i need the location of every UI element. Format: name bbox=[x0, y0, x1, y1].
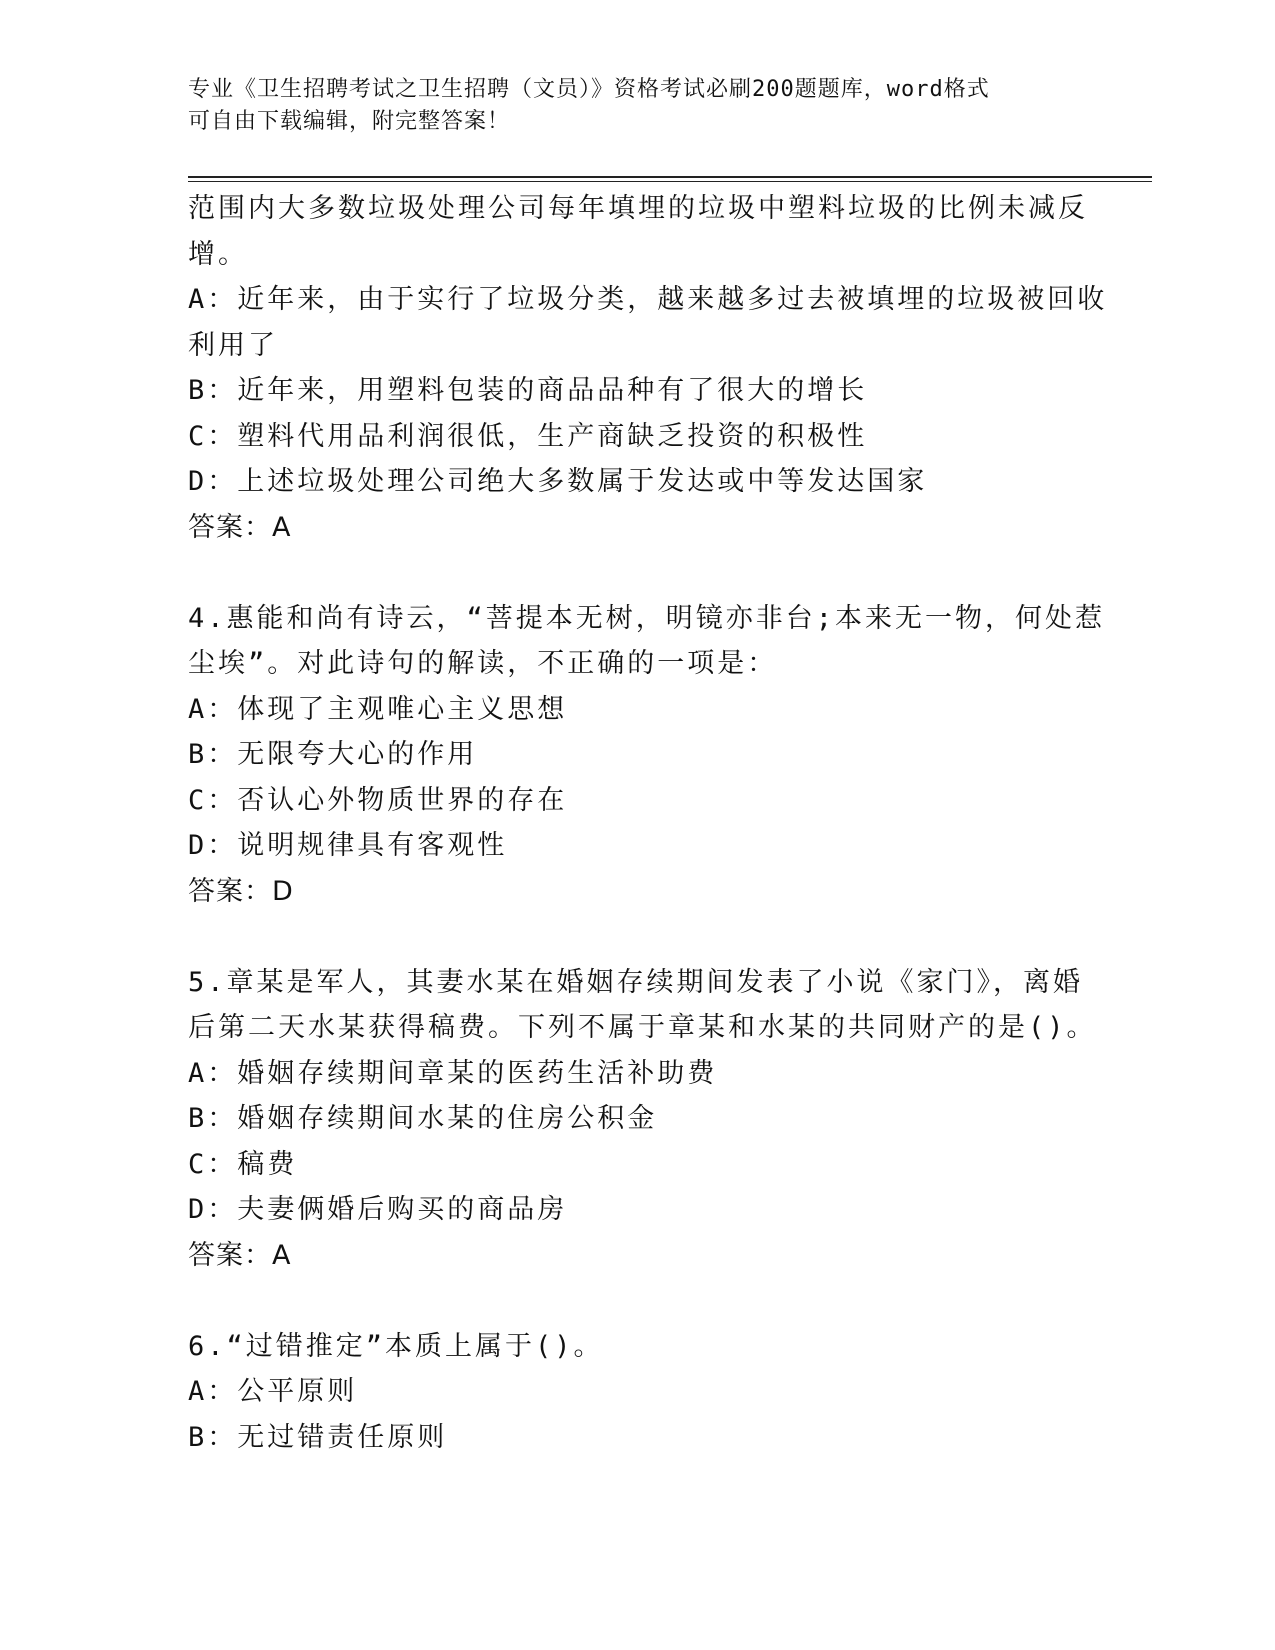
question-3-stem-line-2: 增。 bbox=[188, 238, 248, 270]
question-5-answer: 答案：A bbox=[188, 1239, 292, 1271]
question-5-stem-line-2: 后第二天水某获得稿费。下列不属于章某和水某的共同财产的是()。 bbox=[188, 1012, 1097, 1043]
question-6-block bbox=[188, 1324, 1148, 1461]
document-header bbox=[188, 74, 1088, 138]
question-3-stem-line-1: 范围内大多数垃圾处理公司每年填埋的垃圾中塑料垃圾的比例未减反 bbox=[188, 193, 1088, 224]
header-divider-thin bbox=[188, 181, 1152, 182]
header-title-line-2: 可自由下载编辑，附完整答案！ bbox=[188, 109, 511, 134]
question-5-option-d: D：夫妻俩婚后购买的商品房 bbox=[188, 1194, 568, 1225]
spacer bbox=[188, 914, 1148, 960]
question-3-option-a-line-1: A：近年来，由于实行了垃圾分类，越来越多过去被填埋的垃圾被回收 bbox=[188, 284, 1108, 315]
question-3-answer: 答案：A bbox=[188, 511, 292, 543]
question-6-stem-line-1: 6.“过错推定”本质上属于()。 bbox=[188, 1330, 604, 1362]
question-5-block bbox=[188, 960, 1148, 1279]
question-5-stem-line-1: 5.章某是军人，其妻水某在婚姻存续期间发表了小说《家门》，离婚 bbox=[188, 966, 1084, 998]
question-3-option-c: C：塑料代用品利润很低，生产商缺乏投资的积极性 bbox=[188, 420, 868, 452]
question-5-option-b: B：婚姻存续期间水某的住房公积金 bbox=[188, 1103, 658, 1134]
question-4-option-a: A：体现了主观唯心主义思想 bbox=[188, 693, 568, 725]
question-4-option-b: B：无限夸大心的作用 bbox=[188, 739, 478, 770]
question-3-block bbox=[188, 186, 1148, 550]
question-4-block bbox=[188, 596, 1148, 915]
spacer bbox=[188, 1278, 1148, 1324]
question-5-option-a: A：婚姻存续期间章某的医药生活补助费 bbox=[188, 1057, 718, 1089]
question-4-option-d: D：说明规律具有客观性 bbox=[188, 830, 508, 861]
question-3-option-b: B：近年来，用塑料包装的商品品种有了很大的增长 bbox=[188, 375, 868, 406]
header-title-line-1: 专业《卫生招聘考试之卫生招聘（文员）》资格考试必刷200题题库，word格式 bbox=[188, 77, 990, 102]
question-4-answer: 答案：D bbox=[188, 875, 294, 907]
question-5-option-c: C：稿费 bbox=[188, 1148, 298, 1180]
question-4-option-c: C：否认心外物质世界的存在 bbox=[188, 784, 568, 816]
question-3-option-d: D：上述垃圾处理公司绝大多数属于发达或中等发达国家 bbox=[188, 466, 928, 497]
question-4-stem-line-2: 尘埃”。对此诗句的解读，不正确的一项是： bbox=[188, 648, 778, 679]
question-3-option-a-line-2: 利用了 bbox=[188, 329, 278, 361]
header-divider-thick bbox=[188, 176, 1152, 178]
spacer bbox=[188, 550, 1148, 596]
question-content bbox=[188, 186, 1148, 1460]
question-6-option-a: A：公平原则 bbox=[188, 1376, 358, 1407]
question-4-stem-line-1: 4.惠能和尚有诗云，“菩提本无树，明镜亦非台;本来无一物，何处惹 bbox=[188, 602, 1106, 634]
question-6-option-b: B：无过错责任原则 bbox=[188, 1421, 448, 1453]
